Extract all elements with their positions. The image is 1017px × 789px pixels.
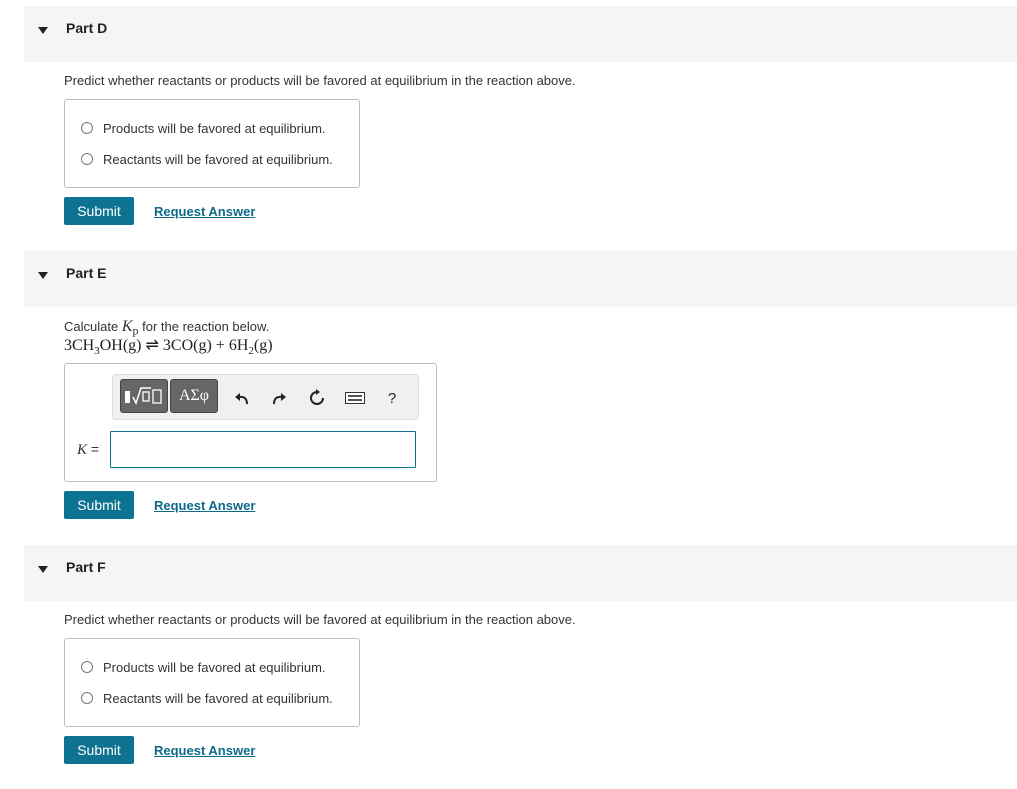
math-answer-editor: [64, 363, 437, 482]
part-d-prompt: Predict whether reactants or products will be favored at equilibrium in the reaction above.: [64, 73, 576, 88]
templates-button[interactable]: [120, 379, 168, 413]
part-d-submit-button[interactable]: Submit: [64, 197, 134, 225]
equation-text: OH(g): [99, 337, 142, 354]
redo-icon[interactable]: [268, 387, 290, 409]
equation-subscript: 3: [94, 345, 100, 358]
equation-subscript: 2: [248, 345, 254, 358]
part-d-header[interactable]: [24, 6, 1017, 62]
greek-symbols-button[interactable]: ΑΣφ: [170, 379, 218, 413]
part-f-request-answer-link[interactable]: Request Answer: [154, 743, 256, 758]
collapse-triangle-icon[interactable]: [38, 566, 48, 573]
help-icon[interactable]: ?: [387, 389, 397, 407]
prompt-text: for the reaction below.: [138, 319, 270, 334]
collapse-triangle-icon[interactable]: [38, 272, 48, 279]
part-e-request-answer-link[interactable]: Request Answer: [154, 498, 256, 513]
radio-button[interactable]: [81, 661, 93, 673]
part-f-header[interactable]: [24, 545, 1017, 601]
option-label: Reactants will be favored at equilibrium.: [103, 690, 333, 706]
radio-button[interactable]: [81, 122, 93, 134]
part-d-request-answer-link[interactable]: Request Answer: [154, 204, 256, 219]
k-variable: K: [77, 442, 88, 458]
part-f-title: Part F: [66, 559, 106, 575]
part-e-title: Part E: [66, 265, 107, 281]
part-d-option-reactants[interactable]: [81, 150, 333, 168]
math-toolbar: [112, 374, 419, 420]
radio-button[interactable]: [81, 692, 93, 704]
part-e-submit-button[interactable]: Submit: [64, 491, 134, 519]
templates-icon: [124, 384, 164, 408]
part-f-prompt: Predict whether reactants or products will be favored at equilibrium in the reaction above.: [64, 612, 576, 627]
keyboard-icon[interactable]: [344, 387, 366, 409]
part-d-title: Part D: [66, 20, 108, 36]
part-e-equation: [64, 335, 273, 357]
equilibrium-arrow-icon: ⇌: [145, 337, 159, 354]
part-f-option-products[interactable]: [81, 658, 326, 676]
prompt-text: Calculate: [64, 319, 122, 334]
part-f-submit-button[interactable]: Submit: [64, 736, 134, 764]
reset-icon[interactable]: [306, 387, 328, 409]
equation-text: 3CH: [64, 337, 95, 354]
kp-subscript: p: [132, 323, 139, 338]
equation-text: (g): [253, 337, 273, 354]
k-label: [77, 441, 99, 459]
part-d-options: [64, 99, 360, 188]
part-e-header[interactable]: [24, 251, 1017, 307]
option-label: Products will be favored at equilibrium.: [103, 120, 326, 136]
k-answer-input[interactable]: [110, 431, 416, 468]
collapse-triangle-icon[interactable]: [38, 27, 48, 34]
undo-icon[interactable]: [231, 387, 253, 409]
equals-sign: =: [87, 441, 100, 457]
part-d-option-products[interactable]: [81, 119, 326, 137]
part-f-options: [64, 638, 360, 727]
kp-variable: K: [121, 318, 133, 335]
option-label: Products will be favored at equilibrium.: [103, 659, 326, 675]
option-label: Reactants will be favored at equilibrium.: [103, 151, 333, 167]
radio-button[interactable]: [81, 153, 93, 165]
part-f-option-reactants[interactable]: [81, 689, 333, 707]
equation-text: 3CO(g) + 6H: [162, 337, 249, 354]
